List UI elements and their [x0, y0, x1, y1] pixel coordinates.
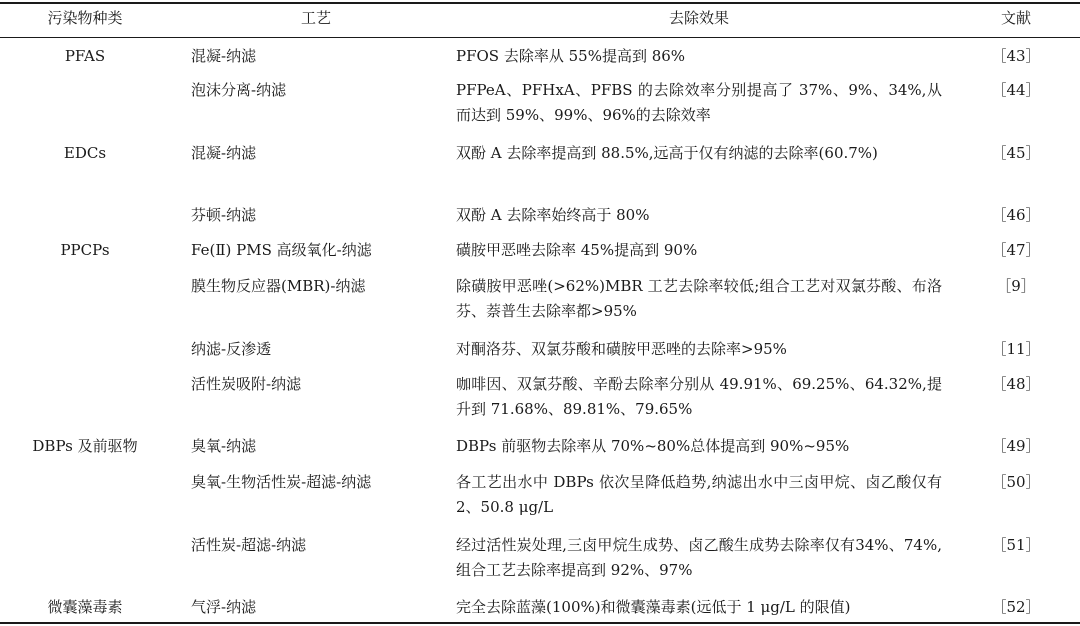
row-reference: ［51］: [991, 536, 1041, 554]
row-effect: 完全去除蓝藻(100%)和微囊藻毒素(远低于 1 μg/L 的限值): [456, 598, 851, 616]
header-reference: 文献: [1000, 9, 1031, 27]
row-process: 活性炭-超滤-纳滤: [191, 536, 307, 554]
row-reference: ［44］: [991, 81, 1041, 99]
row-process: 膜生物反应器(MBR)-纳滤: [191, 277, 366, 295]
header-rule: [0, 37, 1080, 38]
row-process: 气浮-纳滤: [191, 598, 257, 616]
bottom-rule: [0, 622, 1080, 624]
row-category: 微囊藻毒素: [47, 598, 123, 616]
row-reference: ［9］: [996, 277, 1036, 295]
row-effect: DBPs 前驱物去除率从 70%~80%总体提高到 90%~95%: [456, 437, 850, 455]
row-reference: ［52］: [991, 598, 1041, 616]
row-process: 泡沫分离-纳滤: [191, 81, 287, 99]
row-process: 纳滤-反渗透: [191, 340, 272, 358]
row-category: PFAS: [64, 47, 106, 65]
row-category: PPCPs: [60, 241, 110, 259]
row-effect: 双酚 A 去除率始终高于 80%: [456, 206, 650, 224]
row-reference: ［50］: [991, 473, 1041, 491]
row-process: 混凝-纳滤: [191, 144, 257, 162]
header-effect: 去除效果: [668, 9, 729, 27]
row-reference: ［46］: [991, 206, 1041, 224]
row-reference: ［49］: [991, 437, 1041, 455]
row-reference: ［48］: [991, 375, 1041, 393]
row-process: 混凝-纳滤: [191, 47, 257, 65]
row-reference: ［43］: [991, 47, 1041, 65]
row-effect: PFPeA、PFHxA、PFBS 的去除效率分别提高了 37%、9%、34%,从而达到 59%、99%、96%的去除效率: [456, 81, 942, 124]
row-process: 活性炭吸附-纳滤: [191, 375, 302, 393]
row-effect: 经过活性炭处理,三卤甲烷生成势、卤乙酸生成势去除率仅有34%、74%,组合工艺去除率提高到 92%、97%: [456, 536, 942, 579]
row-category: DBPs 及前驱物: [32, 437, 138, 455]
row-effect: PFOS 去除率从 55%提高到 86%: [456, 47, 686, 65]
row-effect: 除磺胺甲恶唑(>62%)MBR 工艺去除率较低;组合工艺对双氯芬酸、布洛芬、萘普生去除率都>95%: [456, 277, 942, 320]
row-effect: 各工艺出水中 DBPs 依次呈降低趋势,纳滤出水中三卤甲烷、卤乙酸仅有 2、50.8 μg/L: [456, 473, 942, 516]
header-category: 污染物种类: [47, 9, 123, 27]
row-process: 芬顿-纳滤: [191, 206, 257, 224]
row-effect: 对酮洛芬、双氯芬酸和磺胺甲恶唑的去除率>95%: [456, 340, 787, 358]
row-reference: ［45］: [991, 144, 1041, 162]
row-reference: ［47］: [991, 241, 1041, 259]
row-category: EDCs: [63, 144, 107, 162]
row-process: 臭氧-纳滤: [191, 437, 257, 455]
row-effect: 磺胺甲恶唑去除率 45%提高到 90%: [456, 241, 698, 259]
top-rule: [0, 2, 1080, 4]
row-reference: ［11］: [991, 340, 1041, 358]
header-process: 工艺: [300, 9, 331, 27]
row-process: Fe(Ⅱ) PMS 高级氧化-纳滤: [191, 241, 372, 259]
row-effect: 双酚 A 去除率提高到 88.5%,远高于仅有纳滤的去除率(60.7%): [456, 144, 878, 162]
row-process: 臭氧-生物活性炭-超滤-纳滤: [191, 473, 372, 491]
row-effect: 咖啡因、双氯芬酸、辛酚去除率分别从 49.91%、69.25%、64.32%,提升到 71.68%、89.81%、79.65%: [456, 375, 942, 418]
